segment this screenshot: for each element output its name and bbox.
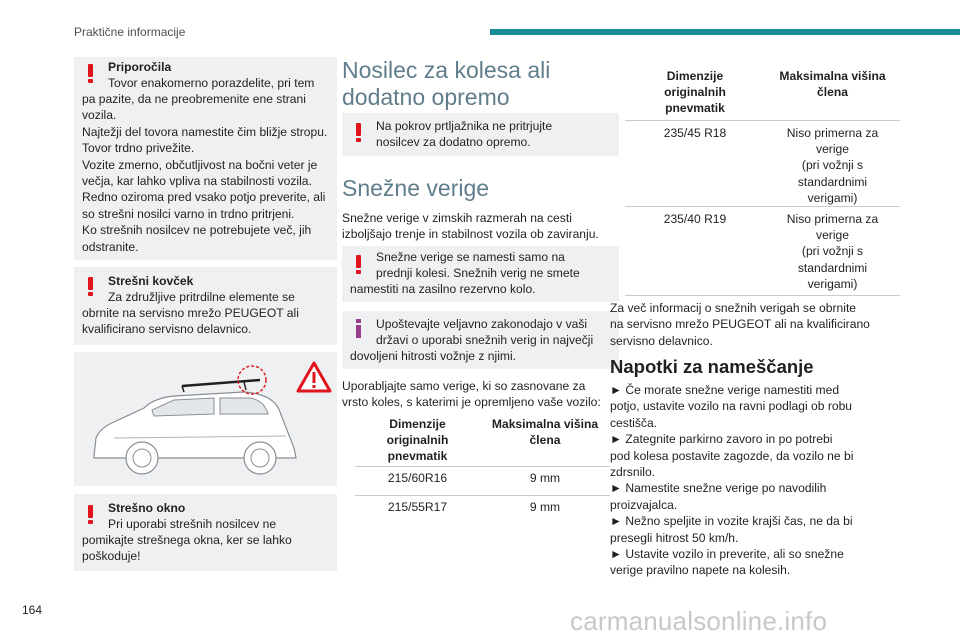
box-title: Strešni kovček	[108, 274, 194, 288]
roof-box-note	[74, 267, 337, 345]
box-line: Redno oziroma pred vsako potjo preverite, ali	[82, 190, 326, 205]
heading-installation-tips: Napotki za nameščanje	[610, 356, 814, 377]
box-line: nosilcev za dodatno opremo.	[376, 135, 531, 149]
box-line: Za združljive pritrdilne elemente se	[108, 290, 295, 304]
table-row: 235/45 R18 Niso primerna za verige (pri vožnji s standardnimi verigami)	[625, 121, 900, 207]
page-number: 164	[22, 603, 43, 617]
list-item: ► Zategnite parkirno zavoro in po potrebi pod kolesa postavite zagozde, da vozilo ne bi zdrsnilo.	[610, 432, 854, 480]
box-line: Tovor enakomerno porazdelite, pri tem	[108, 76, 315, 90]
table-header-row	[355, 416, 610, 467]
unsuitable-tyre-table	[625, 68, 900, 296]
installation-steps	[610, 382, 853, 579]
box-line: prednji kolesi. Snežnih verig ne smete	[376, 266, 580, 280]
box-line: obrnite na servisno mrežo PEUGEOT ali	[82, 306, 299, 320]
tailgate-warning-box	[342, 113, 619, 156]
section-header: Praktične informacije	[74, 25, 186, 39]
warning-icon	[356, 255, 362, 274]
box-line: Pri uporabi strešnih nosilcev ne	[108, 517, 277, 531]
table-row: 235/40 R19 Niso primerna za verige (pri vožnji s standardnimi verigami)	[625, 207, 900, 296]
box-line: so strešni nosilci varno in trdno pritrjeni.	[82, 206, 295, 221]
box-title: Strešno okno	[108, 501, 186, 515]
box-line: pa pazite, da ne preobremenite ene strani	[82, 92, 306, 106]
table-cell: Niso primerna za verige (pri vožnji s standardnimi verigami)	[765, 207, 900, 296]
box-line: Na pokrov prtljažnika ne pritrjujte	[376, 119, 553, 133]
box-line: Upoštevajte veljavno zakonodajo v vaši	[376, 317, 588, 331]
box-line: Tovor trdno privežite.	[82, 141, 195, 156]
list-item: ► Ustavite vozilo in preverite, ali so snežne verige pravilno napete na kolesih.	[610, 547, 844, 578]
list-item: ► Namestite snežne verige po navodilih proizvajalca.	[610, 481, 827, 512]
box-line: Najtežji del tovora namestite čim bližje stropu.	[82, 124, 328, 139]
sunroof-note	[74, 494, 337, 571]
box-line: vozila.	[82, 108, 117, 123]
box-line: državi o uporabi snežnih verig in največji	[376, 333, 594, 347]
info-icon	[356, 319, 362, 338]
watermark: carmanualsonline.info	[570, 606, 828, 636]
box-line: pomikajte strešnega okna, ker se lahko	[82, 533, 292, 547]
box-line: Snežne verige se namesti samo na	[376, 250, 565, 264]
front-wheels-warning-box	[342, 246, 619, 302]
heading-snow-chains: Snežne verige	[342, 175, 490, 201]
warning-triangle-icon	[296, 360, 332, 394]
box-line: Vozite zmerno, občutljivost na bočni veter je	[82, 157, 318, 172]
table-cell: Niso primerna za verige (pri vožnji s standardnimi verigami)	[765, 121, 900, 207]
table-header-cell: Dimenzije originalnih pnevmatik	[386, 417, 449, 463]
box-line: poškoduje!	[82, 549, 141, 563]
header-accent-bar	[490, 29, 960, 35]
warning-icon	[356, 123, 362, 142]
warning-icon	[88, 505, 94, 524]
box-line: namestiti na zasilno rezervno kolo.	[350, 282, 536, 296]
more-info-paragraph: Za več informacij o snežnih verigah se obrnite na servisno mrežo PEUGEOT ali na kvalificirano servisno delavnico.	[610, 301, 870, 348]
heading-bike-carrier: Nosilec za kolesa ali dodatno opremo	[342, 57, 551, 110]
box-title: Priporočila	[108, 60, 172, 74]
table-row: 215/60R16 9 mm	[355, 467, 610, 496]
box-line: večja, kar lahko vpliva na stabilnosti vozila.	[82, 174, 312, 189]
list-item: ► Nežno speljite in vozite krajši čas, ne da bi presegli hitrost 50 km/h.	[610, 514, 853, 545]
snow-chains-intro: Snežne verige v zimskih razmerah na cesti izboljšajo trenje in stabilnost vozila ob zaviranju.	[342, 211, 599, 242]
table-row: 215/55R17 9 mm	[355, 496, 610, 525]
table-header-cell: Maksimalna višina člena	[491, 417, 599, 447]
table-header-cell: Maksimalna višina člena	[779, 69, 886, 99]
recommendations-box	[74, 57, 337, 260]
box-line: dovoljeni hitrosti vožnje z njimi.	[350, 349, 517, 363]
box-line: kvalificirano servisno delavnico.	[82, 322, 252, 336]
box-line: odstranite.	[82, 239, 139, 254]
legislation-info-box	[342, 311, 619, 369]
table-header-row	[625, 68, 900, 121]
tyre-chain-table	[355, 416, 610, 524]
box-line: Ko strešnih nosilcev ne potrebujete več, jih	[82, 223, 312, 238]
warning-icon	[88, 277, 94, 296]
table-header-cell: Dimenzije originalnih pnevmatik	[664, 69, 726, 115]
chains-usage-paragraph: Uporabljajte samo verige, ki so zasnovane za vrsto koles, s katerimi je opremljeno vaše vozilo:	[342, 379, 601, 410]
list-item: ► Če morate snežne verige namestiti med potjo, ustavite vozilo na ravni podlagi ob robu cestišča.	[610, 383, 853, 430]
